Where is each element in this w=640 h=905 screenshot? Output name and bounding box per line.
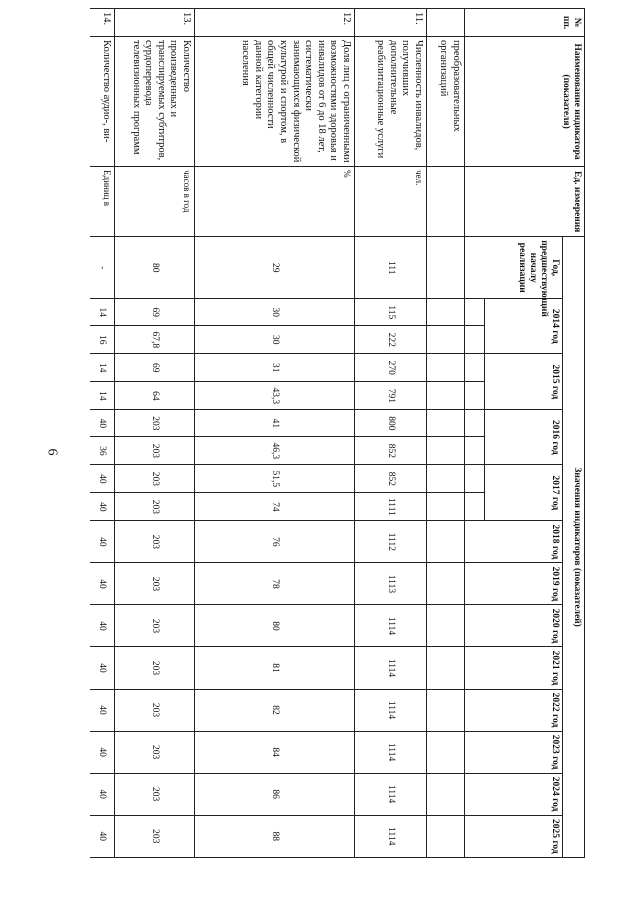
cell-value: 74 xyxy=(195,493,355,521)
cell-value: 270 xyxy=(355,354,427,382)
cell-value: 1114 xyxy=(355,815,427,857)
landscape-table-wrapper xyxy=(90,8,585,858)
cell-value: 203 xyxy=(115,689,195,731)
cell-value: 41 xyxy=(195,410,355,437)
cell-value: 40 xyxy=(90,521,115,563)
cell-value: 67,8 xyxy=(115,326,195,354)
col-header-base-year: Год, предшествующий началу реализации xyxy=(465,237,563,299)
cell-unit: часов в год xyxy=(115,167,195,237)
cell-value: 40 xyxy=(90,773,115,815)
cell-name: Количество аудио-, ви- xyxy=(90,37,115,167)
cell-name: преобразовательных организаций xyxy=(427,37,465,167)
col-header-year: 2019 год xyxy=(465,563,563,605)
cell-value: 69 xyxy=(115,299,195,326)
cell-value: 1114 xyxy=(355,731,427,773)
cell-value: 69 xyxy=(115,354,195,382)
cell-base: 29 xyxy=(195,237,355,299)
col-header-year: 2017 год xyxy=(485,465,563,521)
col-header-year: 2025 год xyxy=(465,815,563,857)
col-header-year: 2018 год xyxy=(465,521,563,563)
cell-value: 203 xyxy=(115,815,195,857)
cell-value: 203 xyxy=(115,563,195,605)
cell-value: 31 xyxy=(195,354,355,382)
cell-value: 43,3 xyxy=(195,382,355,410)
cell-value: 115 xyxy=(355,299,427,326)
subheader-empty xyxy=(465,465,485,493)
cell-value: 40 xyxy=(90,465,115,493)
cell-value: 800 xyxy=(355,410,427,437)
cell-value: 14 xyxy=(90,354,115,382)
cell-value: 82 xyxy=(195,689,355,731)
indicators-table xyxy=(90,8,585,858)
subheader-empty xyxy=(465,326,485,354)
cell-no: 14. xyxy=(90,9,115,37)
col-header-unit: Ед. измерения xyxy=(465,167,585,237)
cell-value: 14 xyxy=(90,382,115,410)
col-header-no: № пп. xyxy=(465,9,585,37)
cell-value: 1113 xyxy=(355,563,427,605)
page-number: 6 xyxy=(44,448,60,456)
cell-value: 36 xyxy=(90,437,115,465)
table-row xyxy=(195,9,355,858)
cell-value: 852 xyxy=(355,465,427,493)
cell-value: 14 xyxy=(90,299,115,326)
col-header-year: 2021 год xyxy=(465,647,563,689)
cell-value: 30 xyxy=(195,326,355,354)
cell-value: 203 xyxy=(115,647,195,689)
cell-value: 1114 xyxy=(355,647,427,689)
cell-no: 13. xyxy=(115,9,195,37)
table-row xyxy=(90,9,115,858)
cell-name: Численность инвалидов, получивших дополнительные реабилитационные услуги xyxy=(355,37,427,167)
cell-value: 16 xyxy=(90,326,115,354)
cell-unit: % xyxy=(195,167,355,237)
cell-value: 852 xyxy=(355,437,427,465)
cell-value: 203 xyxy=(115,605,195,647)
cell-value: 40 xyxy=(90,689,115,731)
subheader-empty xyxy=(465,299,485,326)
cell-value: 88 xyxy=(195,815,355,857)
col-header-year: 2016 год xyxy=(485,410,563,465)
cell-base: 111 xyxy=(355,237,427,299)
cell-value: 40 xyxy=(90,815,115,857)
cell-value: 203 xyxy=(115,437,195,465)
cell-value: 81 xyxy=(195,647,355,689)
subheader-empty xyxy=(465,493,485,521)
cell-value: 78 xyxy=(195,563,355,605)
col-header-year: 2023 год xyxy=(465,731,563,773)
col-header-name: Наименование индикатора (показателя) xyxy=(465,37,585,167)
cell-value: 84 xyxy=(195,731,355,773)
col-header-year: 2015 год xyxy=(485,354,563,410)
cell-value: 203 xyxy=(115,493,195,521)
cell-value: 203 xyxy=(115,773,195,815)
cell-no: 11. xyxy=(355,9,427,37)
subheader-empty xyxy=(465,437,485,465)
cell-no: 12. xyxy=(195,9,355,37)
cell-base: - xyxy=(90,237,115,299)
cell-name: Доля лиц с ограниченными возможностями здоровья и инвалидов от 6 до 18 лет, систематически занимающихся физической культурой и спортом, в общей численности данной категории населения xyxy=(195,37,355,167)
table-row xyxy=(355,9,427,858)
cell-value: 1114 xyxy=(355,605,427,647)
subheader-empty xyxy=(465,410,485,437)
cell-value: 1112 xyxy=(355,521,427,563)
cell-value: 40 xyxy=(90,410,115,437)
cell-unit: Единиц в xyxy=(90,167,115,237)
cell-value: 791 xyxy=(355,382,427,410)
table-viewport xyxy=(90,8,585,858)
cell-value: 203 xyxy=(115,521,195,563)
cell-value: 64 xyxy=(115,382,195,410)
cell-value: 1114 xyxy=(355,773,427,815)
cell-value: 203 xyxy=(115,465,195,493)
col-header-year: 2024 год xyxy=(465,773,563,815)
cell-value: 46,3 xyxy=(195,437,355,465)
col-header-values: Значения индикаторов (показателей) xyxy=(563,237,585,858)
table-row xyxy=(427,9,465,858)
subheader-empty xyxy=(465,354,485,382)
cell-value: 40 xyxy=(90,647,115,689)
table-row xyxy=(115,9,195,858)
col-header-year: 2014 год xyxy=(485,299,563,354)
cell-base: 80 xyxy=(115,237,195,299)
cell-value: 30 xyxy=(195,299,355,326)
cell-value: 40 xyxy=(90,563,115,605)
cell-value: 1114 xyxy=(355,689,427,731)
cell-name: Количество произведенных и транслируемых субтитров, сурдоперевода телевизионных программ xyxy=(115,37,195,167)
cell-value: 203 xyxy=(115,731,195,773)
cell-unit: чел. xyxy=(355,167,427,237)
cell-no xyxy=(427,9,465,37)
cell-value: 1111 xyxy=(355,493,427,521)
cell-value: 222 xyxy=(355,326,427,354)
cell-value: 86 xyxy=(195,773,355,815)
cell-value: 76 xyxy=(195,521,355,563)
cell-value: 40 xyxy=(90,605,115,647)
cell-value: 80 xyxy=(195,605,355,647)
cell-value: 40 xyxy=(90,493,115,521)
col-header-year: 2022 год xyxy=(465,689,563,731)
cell-value: 51,5 xyxy=(195,465,355,493)
cell-value: 203 xyxy=(115,410,195,437)
col-header-year: 2020 год xyxy=(465,605,563,647)
cell-value: 40 xyxy=(90,731,115,773)
subheader-empty xyxy=(465,382,485,410)
